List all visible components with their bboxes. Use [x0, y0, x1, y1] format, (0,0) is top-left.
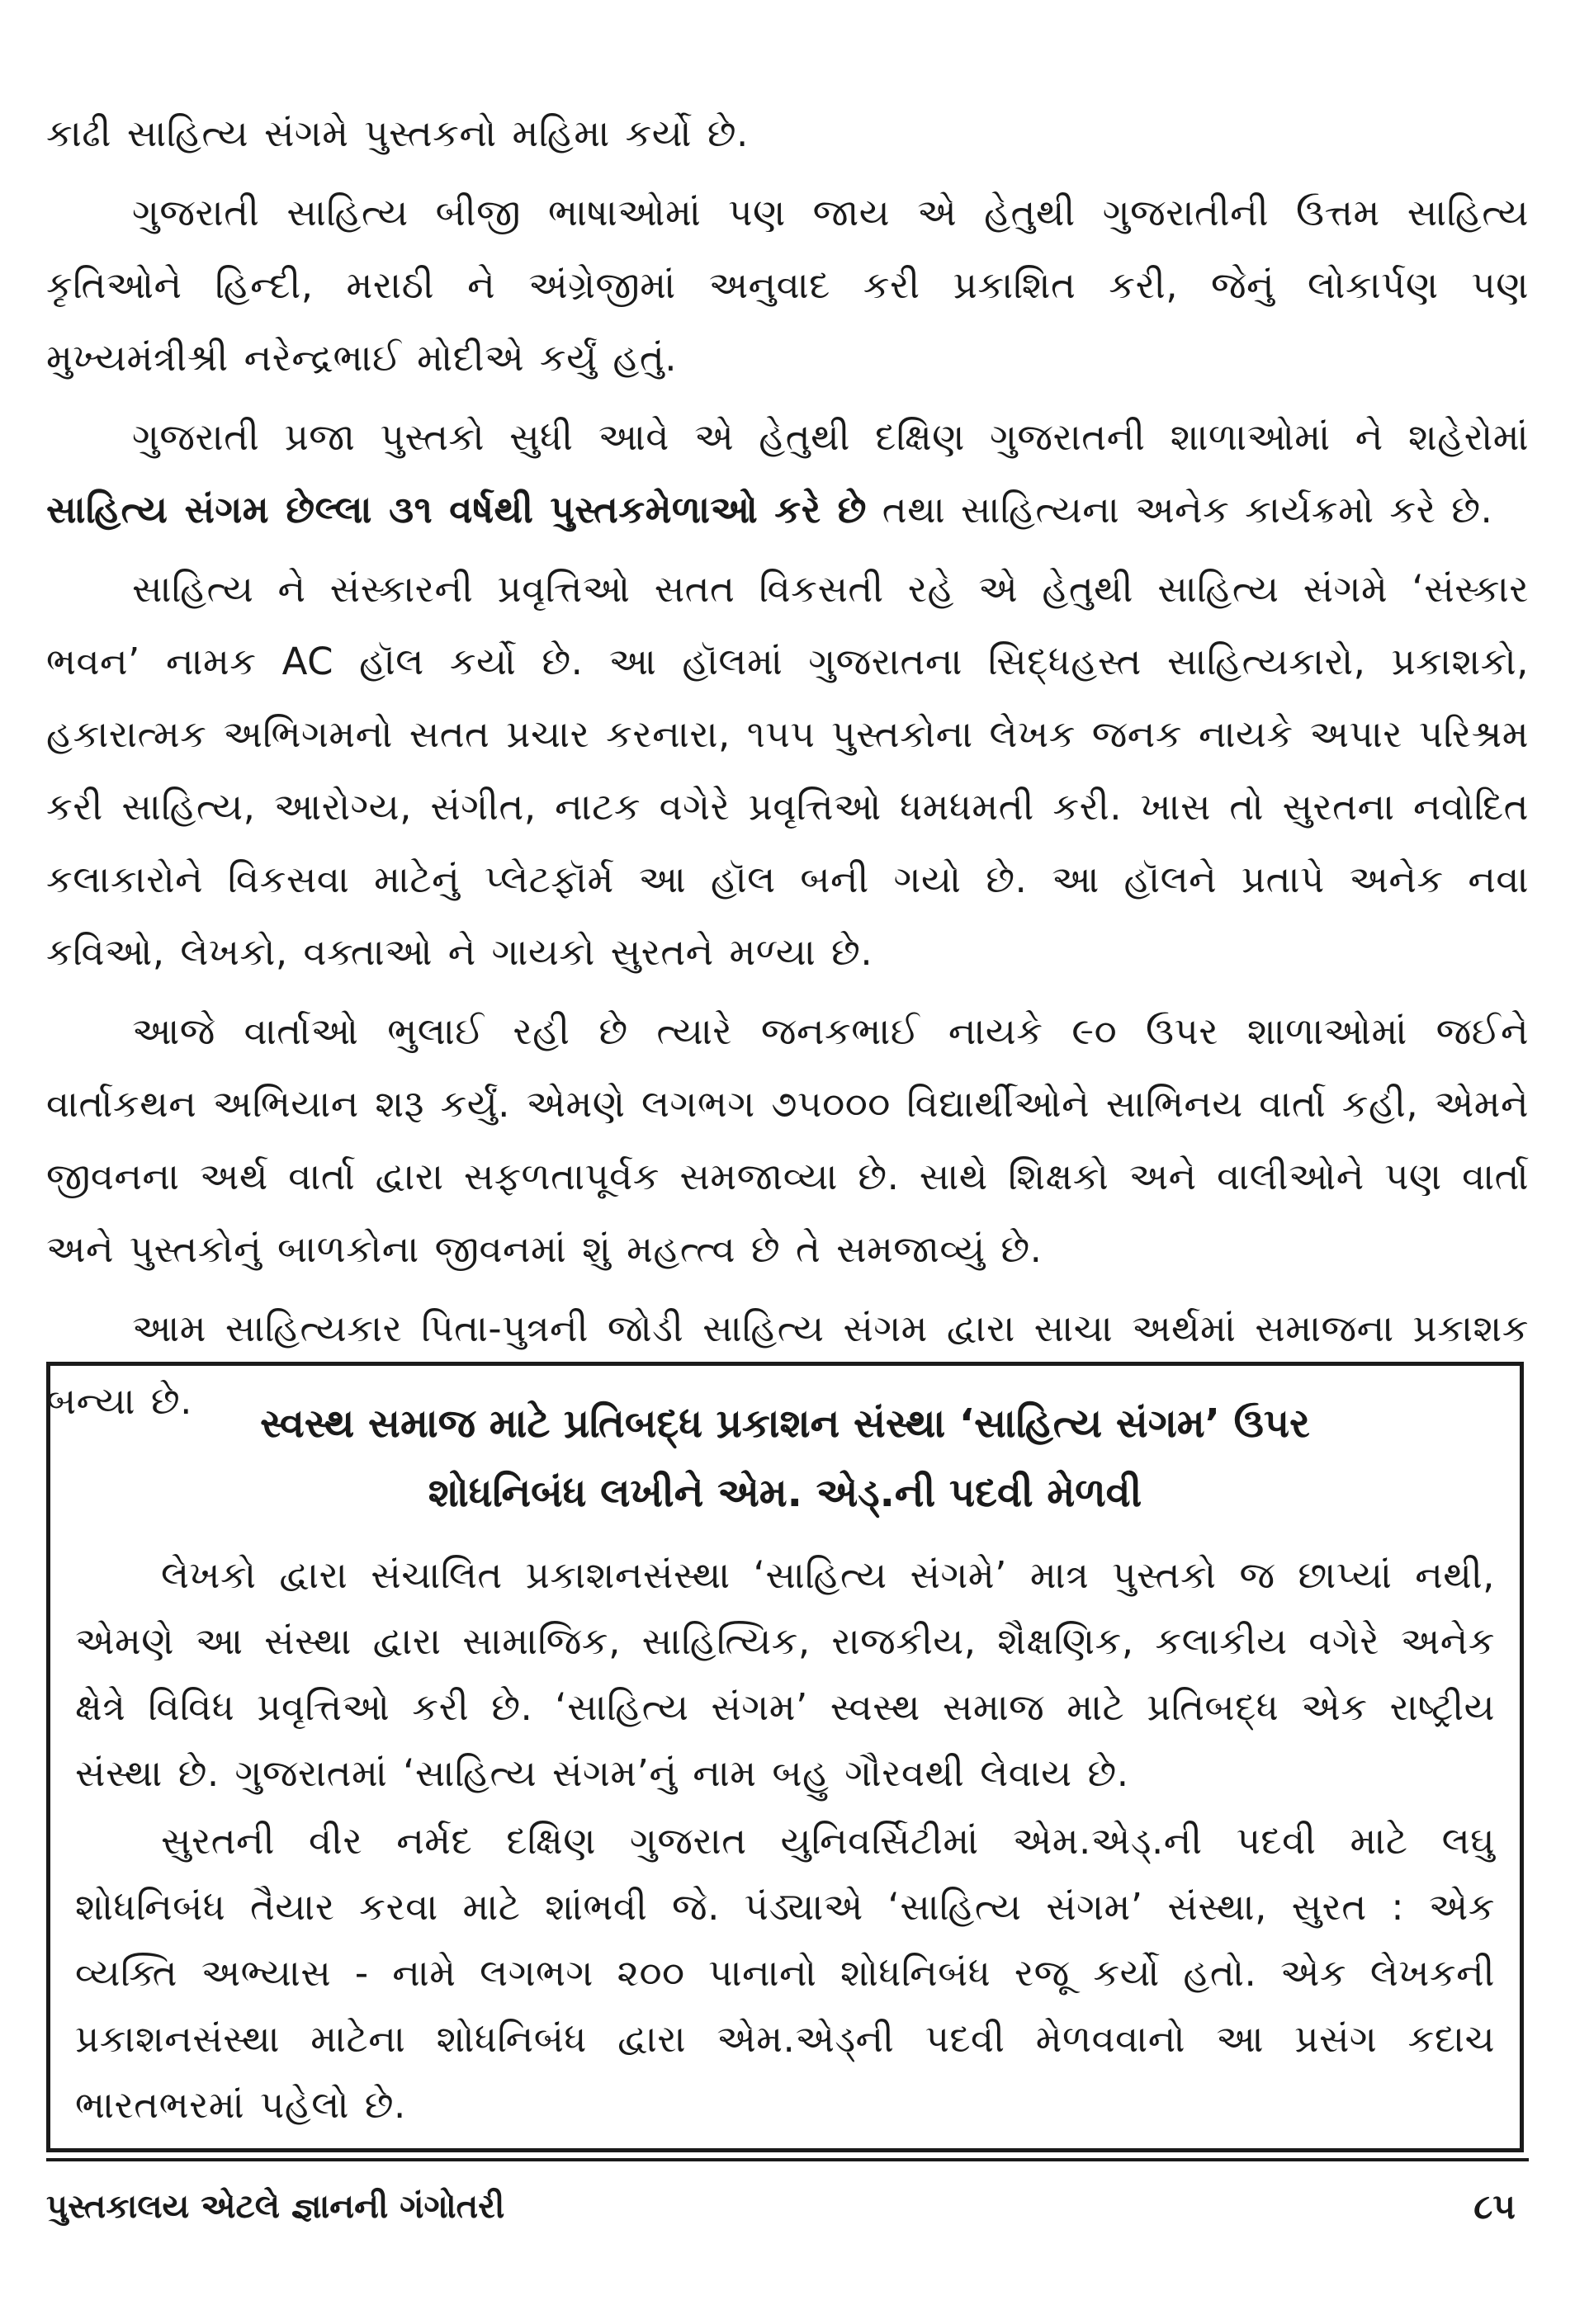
- paragraph-3-bold: સાહિત્ય સંગમ છેલ્લા ૩૧ વર્ષથી પુસ્તકમેળાઓ કરે છે: [46, 488, 867, 531]
- footer-title: પુસ્તકાલય એટલે જ્ઞાનની ગંગોતરી: [46, 2188, 505, 2226]
- box-title: [75, 1389, 1495, 1528]
- paragraph-5: આજે વાર્તાઓ ભુલાઈ રહી છે ત્યારે જનકભાઈ નાયકે ૯૦ ઉપર શાળાઓમાં જઈને વાર્તાકથન અભિયાન શરૂ કર્યું. એમણે લગભગ ૭૫૦૦૦ વિદ્યાર્થીઓને સાભિનય વાર્તા કહી, એમને જીવનના અર્થ વાર્તા દ્વારા સફળતાપૂર્વક સમજાવ્યા છે. સાથે શિક્ષકો અને વાલીઓને પણ વાર્તા અને પુસ્તકોનું બાળકોના જીવનમાં શું મહત્ત્વ છે તે સમજાવ્યું છે.: [46, 1009, 1529, 1271]
- paragraph-3-intro: ગુજરાતી પ્રજા પુસ્તકો સુધી આવે એ હેતુથી દક્ષિણ ગુજરાતની શાળાઓમાં ને શહેરોમાં: [132, 415, 1529, 459]
- paragraph-4: સાહિત્ય ને સંસ્કારની પ્રવૃત્તિઓ સતત વિકસતી રહે એ હેતુથી સાહિત્ય સંગમે ‘સંસ્કાર ભવન’ નામક AC હૉલ કર્યો છે. આ હૉલમાં ગુજરાતના સિદ્ધહસ્ત સાહિત્યકારો, પ્રકાશકો, હકારાત્મક અભિગમનો સતત પ્રચાર કરનારા, ૧૫૫ પુસ્તકોના લેખક જનક નાયકે અપાર પરિશ્રમ કરી સાહિત્ય, આરોગ્ય, સંગીત, નાટક વગેરે પ્રવૃત્તિઓ ધમધમતી કરી. ખાસ તો સુરતના નવોદિત કલાકારોને વિકસવા માટેનું પ્લેટફૉર્મ આ હૉલ બની ગયો છે. આ હૉલને પ્રતાપે અનેક નવા કવિઓ, લેખકો, વક્તાઓ ને ગાયકો સુરતને મળ્યા છે.: [46, 567, 1529, 974]
- box-title-line-2: શોધનિબંધ લખીને એમ. એડ્.ની પદવી મેળવી: [428, 1470, 1142, 1516]
- paragraph-3-end: તથા સાહિત્યના અનેક કાર્યક્રમો કરે છે.: [882, 488, 1493, 531]
- page-footer: [46, 2158, 1529, 2227]
- boxed-section: [46, 1362, 1524, 2152]
- page-number: ૮૫: [1473, 2186, 1516, 2227]
- main-text: [46, 97, 1529, 1444]
- paragraph-1: કાઢી સાહિત્ય સંગમે પુસ્તકનો મહિમા કર્યો છે.: [46, 111, 749, 155]
- box-paragraph-2: સુરતની વીર નર્મદ દક્ષિણ ગુજરાત યુનિવર્સિટીમાં એમ.એડ્.ની પદવી માટે લઘુ શોધનિબંધ તૈયાર કરવા માટે શાંભવી જે. પંડ્યાએ ‘સાહિત્ય સંગમ’ સંસ્થા, સુરત : એક વ્યક્તિ અભ્યાસ - નામે લગભગ ૨૦૦ પાનાનો શોધનિબંધ રજૂ કર્યો હતો. એક લેખકની પ્રકાશનસંસ્થા માટેના શોધનિબંધ દ્વારા એમ.એડ્ની પદવી મેળવવાનો આ પ્રસંગ કદાચ ભારતભરમાં પહેલો છે.: [75, 1819, 1495, 2127]
- paragraph-2: ગુજરાતી સાહિત્ય બીજી ભાષાઓમાં પણ જાય એ હેતુથી ગુજરાતીની ઉત્તમ સાહિત્ય કૃતિઓને હિન્દી, મરાઠી ને અંગ્રેજીમાં અનુવાદ કરી પ્રકાશિત કરી, જેનું લોકાર્પણ પણ મુખ્યમંત્રીશ્રી નરેન્દ્રભાઈ મોદીએ કર્યું હતું.: [46, 191, 1529, 380]
- box-paragraph-1: લેખકો દ્વારા સંચાલિત પ્રકાશનસંસ્થા ‘સાહિત્ય સંગમે’ માત્ર પુસ્તકો જ છાપ્યાં નથી, એમણે આ સંસ્થા દ્વારા સામાજિક, સાહિત્યિક, રાજકીય, શૈક્ષણિક, કલાકીય વગેરે અનેક ક્ષેત્રે વિવિધ પ્રવૃત્તિઓ કરી છે. ‘સાહિત્ય સંગમ’ સ્વસ્થ સમાજ માટે પ્રતિબદ્ધ એક રાષ્ટ્રીય સંસ્થા છે. ગુજરાતમાં ‘સાહિત્ય સંગમ’નું નામ બહુ ગૌરવથી લેવાય છે.: [75, 1553, 1495, 1795]
- paragraph-3: [46, 401, 1529, 546]
- paragraph-6: આમ સાહિત્યકાર પિતા-પુત્રની જોડી સાહિત્ય સંગમ દ્વારા સાચા અર્થમાં સમાજના પ્રકાશક બન્યા છે.: [46, 1306, 1529, 1423]
- box-title-line-1: સ્વસ્થ સમાજ માટે પ્રતિબદ્ધ પ્રકાશન સંસ્થા ‘સાહિત્ય સંગમ’ ઉપર: [260, 1401, 1310, 1447]
